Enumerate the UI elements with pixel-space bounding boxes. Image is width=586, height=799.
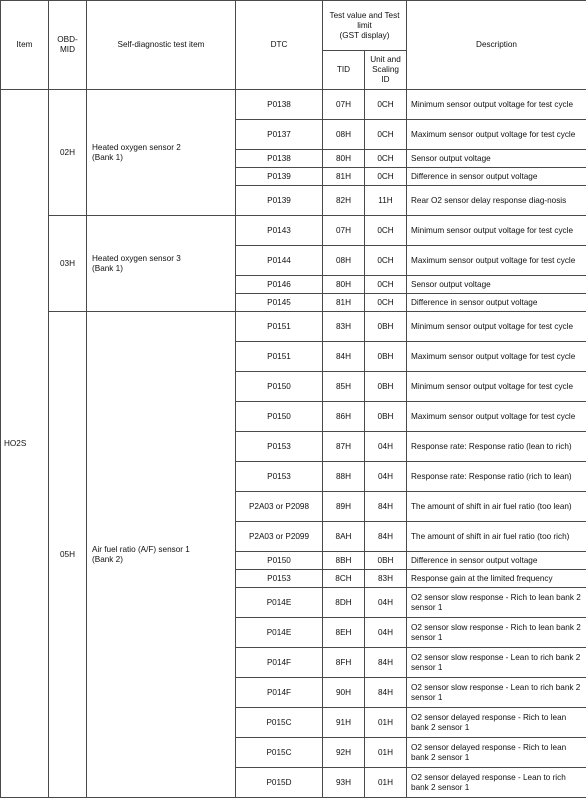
description-cell: Minimum sensor output voltage for test cycle (407, 90, 586, 120)
description-cell: Response rate: Response ratio (lean to rich) (407, 432, 586, 462)
description-cell: O2 sensor slow response - Lean to rich bank 2 sensor 1 (407, 678, 586, 708)
tid-cell: 93H (323, 768, 365, 798)
tid-cell: 81H (323, 294, 365, 312)
dtc-cell: P0151 (236, 312, 323, 342)
tid-cell: 8AH (323, 522, 365, 552)
tid-cell: 8BH (323, 552, 365, 570)
dtc-cell: P0137 (236, 120, 323, 150)
table-row (1, 90, 586, 120)
tid-cell: 88H (323, 462, 365, 492)
unit-scaling-cell: 04H (365, 432, 407, 462)
unit-scaling-cell: 0BH (365, 312, 407, 342)
unit-scaling-cell: 01H (365, 738, 407, 768)
description-cell: Maximum sensor output voltage for test cycle (407, 402, 586, 432)
unit-scaling-cell: 01H (365, 768, 407, 798)
header-tid: TID (323, 51, 365, 90)
description-cell: Minimum sensor output voltage for test cycle (407, 372, 586, 402)
dtc-cell: P2A03 or P2098 (236, 492, 323, 522)
tid-cell: 81H (323, 168, 365, 186)
description-cell: Minimum sensor output voltage for test cycle (407, 216, 586, 246)
tid-cell: 92H (323, 738, 365, 768)
tid-cell: 82H (323, 186, 365, 216)
obd-mid-cell: 05H (49, 312, 87, 798)
tid-cell: 86H (323, 402, 365, 432)
description-cell: Response rate: Response ratio (rich to lean) (407, 462, 586, 492)
dtc-cell: P015C (236, 708, 323, 738)
tid-cell: 8FH (323, 648, 365, 678)
description-cell: O2 sensor delayed response - Lean to rich bank 2 sensor 1 (407, 768, 586, 798)
unit-scaling-cell: 0CH (365, 276, 407, 294)
unit-scaling-cell: 0BH (365, 372, 407, 402)
description-cell: Response gain at the limited frequency (407, 570, 586, 588)
unit-scaling-cell: 04H (365, 462, 407, 492)
dtc-cell: P0139 (236, 168, 323, 186)
description-cell: O2 sensor delayed response - Rich to lean bank 2 sensor 1 (407, 708, 586, 738)
header-description: Description (407, 1, 586, 90)
dtc-cell: P0138 (236, 150, 323, 168)
unit-scaling-cell: 04H (365, 618, 407, 648)
description-cell: Minimum sensor output voltage for test cycle (407, 312, 586, 342)
description-cell: Maximum sensor output voltage for test cycle (407, 246, 586, 276)
tid-cell: 08H (323, 246, 365, 276)
dtc-cell: P014F (236, 648, 323, 678)
header-obd-mid: OBD- MID (49, 1, 87, 90)
unit-scaling-cell: 01H (365, 708, 407, 738)
tid-cell: 07H (323, 216, 365, 246)
unit-scaling-cell: 83H (365, 570, 407, 588)
tid-cell: 91H (323, 708, 365, 738)
table-row (1, 216, 586, 246)
unit-scaling-cell: 11H (365, 186, 407, 216)
description-cell: The amount of shift in air fuel ratio (too rich) (407, 522, 586, 552)
dtc-cell: P015D (236, 768, 323, 798)
description-cell: Difference in sensor output voltage (407, 168, 586, 186)
unit-scaling-cell: 0BH (365, 402, 407, 432)
description-cell: O2 sensor slow response - Rich to lean bank 2 sensor 1 (407, 618, 586, 648)
unit-scaling-cell: 04H (365, 588, 407, 618)
description-cell: O2 sensor slow response - Lean to rich bank 2 sensor 1 (407, 648, 586, 678)
dtc-cell: P0153 (236, 432, 323, 462)
dtc-cell: P015C (236, 738, 323, 768)
unit-scaling-cell: 84H (365, 522, 407, 552)
description-cell: Sensor output voltage (407, 276, 586, 294)
tid-cell: 87H (323, 432, 365, 462)
table-body (1, 90, 586, 798)
header-test-value: Test value and Test limit (GST display) (323, 1, 407, 51)
obd-mid-cell: 03H (49, 216, 87, 312)
header-unit-scaling-id: Unit and Scaling ID (365, 51, 407, 90)
dtc-cell: P014F (236, 678, 323, 708)
unit-scaling-cell: 0CH (365, 216, 407, 246)
description-cell: O2 sensor delayed response - Rich to lean bank 2 sensor 1 (407, 738, 586, 768)
unit-scaling-cell: 84H (365, 678, 407, 708)
description-cell: Maximum sensor output voltage for test cycle (407, 342, 586, 372)
unit-scaling-cell: 0BH (365, 342, 407, 372)
dtc-cell: P014E (236, 588, 323, 618)
description-cell: Difference in sensor output voltage (407, 294, 586, 312)
dtc-cell: P0145 (236, 294, 323, 312)
description-cell: Difference in sensor output voltage (407, 552, 586, 570)
tid-cell: 89H (323, 492, 365, 522)
item-cell: HO2S (1, 90, 49, 798)
dtc-cell: P014E (236, 618, 323, 648)
dtc-cell: P0153 (236, 462, 323, 492)
unit-scaling-cell: 0CH (365, 120, 407, 150)
tid-cell: 07H (323, 90, 365, 120)
unit-scaling-cell: 0CH (365, 90, 407, 120)
dtc-cell: P0150 (236, 552, 323, 570)
unit-scaling-cell: 0BH (365, 552, 407, 570)
description-cell: Rear O2 sensor delay response diag-nosis (407, 186, 586, 216)
dtc-cell: P0150 (236, 372, 323, 402)
unit-scaling-cell: 0CH (365, 294, 407, 312)
description-cell: Maximum sensor output voltage for test cycle (407, 120, 586, 150)
description-cell: O2 sensor slow response - Rich to lean bank 2 sensor 1 (407, 588, 586, 618)
unit-scaling-cell: 84H (365, 492, 407, 522)
dtc-cell: P0151 (236, 342, 323, 372)
dtc-cell: P0138 (236, 90, 323, 120)
table-row (1, 312, 586, 342)
tid-cell: 80H (323, 150, 365, 168)
header-self-diagnostic-test-item: Self-diagnostic test item (87, 1, 236, 90)
test-item-cell: Heated oxygen sensor 3 (Bank 1) (87, 216, 236, 312)
tid-cell: 80H (323, 276, 365, 294)
tid-cell: 83H (323, 312, 365, 342)
tid-cell: 84H (323, 342, 365, 372)
test-item-cell: Heated oxygen sensor 2 (Bank 1) (87, 90, 236, 216)
tid-cell: 08H (323, 120, 365, 150)
dtc-cell: P0143 (236, 216, 323, 246)
unit-scaling-cell: 84H (365, 648, 407, 678)
tid-cell: 8CH (323, 570, 365, 588)
dtc-cell: P0153 (236, 570, 323, 588)
description-cell: The amount of shift in air fuel ratio (too lean) (407, 492, 586, 522)
dtc-cell: P0144 (236, 246, 323, 276)
dtc-cell: P0150 (236, 402, 323, 432)
tid-cell: 90H (323, 678, 365, 708)
header-dtc: DTC (236, 1, 323, 90)
tid-cell: 8EH (323, 618, 365, 648)
tid-cell: 8DH (323, 588, 365, 618)
test-item-cell: Air fuel ratio (A/F) sensor 1 (Bank 2) (87, 312, 236, 798)
dtc-cell: P0139 (236, 186, 323, 216)
tid-cell: 85H (323, 372, 365, 402)
dtc-cell: P0146 (236, 276, 323, 294)
unit-scaling-cell: 0CH (365, 168, 407, 186)
unit-scaling-cell: 0CH (365, 246, 407, 276)
header-item: Item (1, 1, 49, 90)
obd-mid-cell: 02H (49, 90, 87, 216)
dtc-cell: P2A03 or P2099 (236, 522, 323, 552)
unit-scaling-cell: 0CH (365, 150, 407, 168)
description-cell: Sensor output voltage (407, 150, 586, 168)
